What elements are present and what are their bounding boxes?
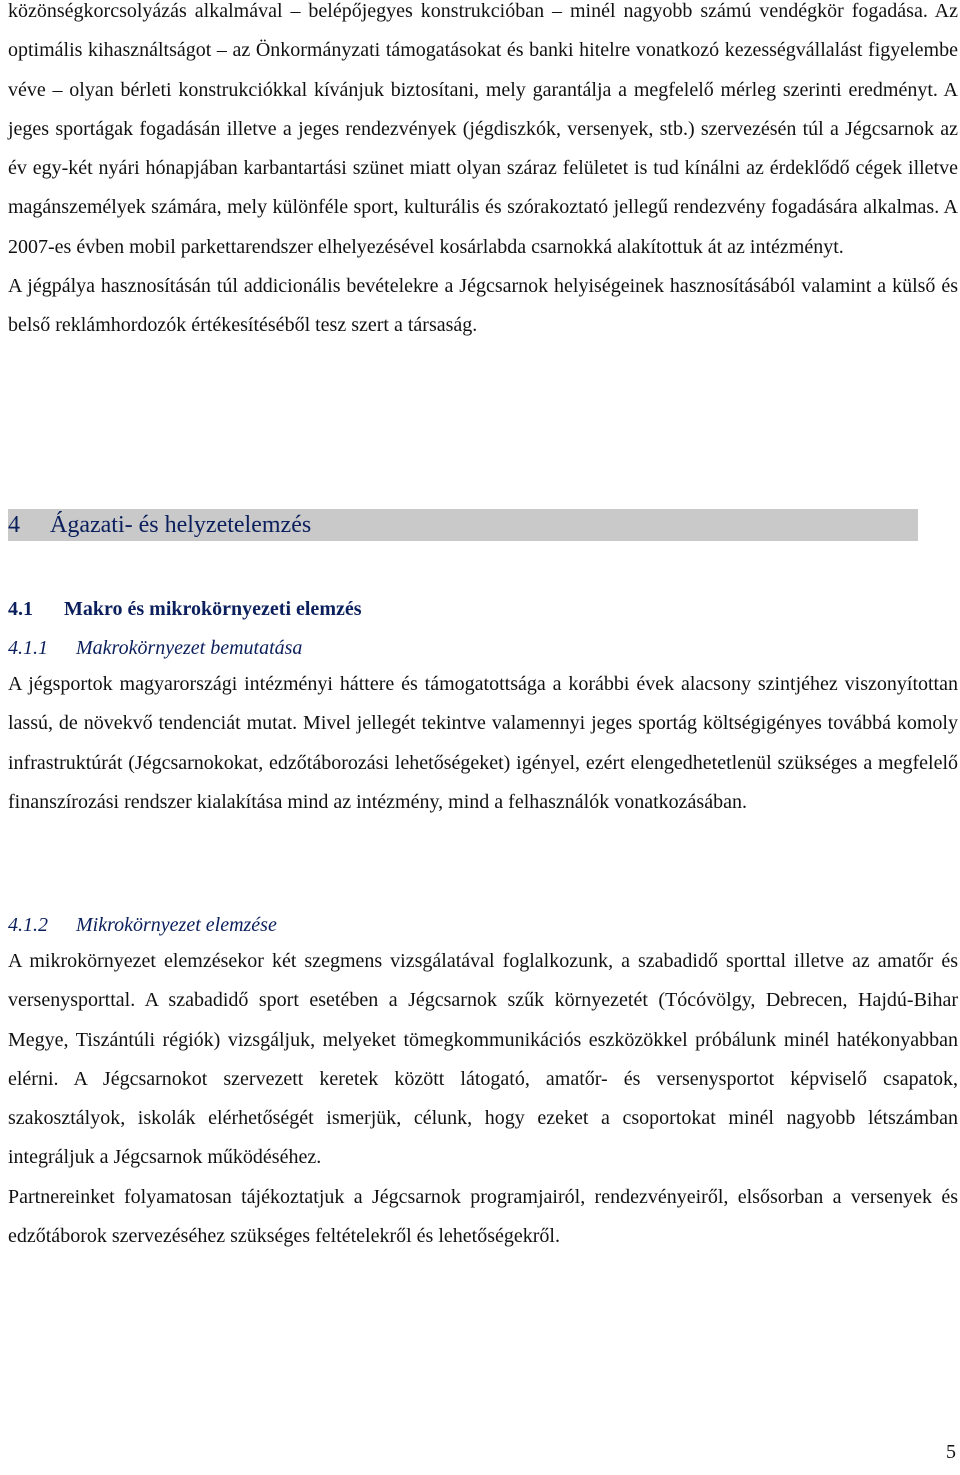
subsubsection-1-title: Makrokörnyezet bemutatása: [76, 637, 303, 659]
subsubsection-2: [8, 912, 958, 1256]
subsection-number: 4.1: [8, 598, 33, 620]
subsubsection-1: [8, 635, 958, 822]
subsubsection-2-heading: [8, 912, 958, 938]
subsubsection-2-paragraph-1: A mikrokörnyezet elemzésekor két szegmens vizsgálatával foglalkozunk, a szabadidő sporttal illetve az amatőr és versenysporttal. A szabadidő sport esetében a Jégcsarnok szűk környezetét (Tócóvölgy, Debrecen, Hajdú-Bihar Megye, Tiszántúli régiók) vizsgáljuk, melyeket tömegkommunikációs eszközökkel próbálunk minél hatékonyabban elérni. A Jégcsarnokot szervezett keretek között látogató, amatőr- és versenysportot képviselő csapatok, szakosztályok, iskolák elérhetőségét ismerjük, célunk, hogy ezeket a csoportokat minél nagyobb létszámban integráljuk a Jégcsarnok működéséhez.: [8, 950, 958, 1169]
subsubsection-2-number: 4.1.2: [8, 914, 48, 936]
page-number: 5: [946, 1441, 956, 1463]
section-heading: [8, 509, 918, 541]
subsection-title: Makro és mikrokörnyezeti elemzés: [64, 598, 362, 620]
subsubsection-1-number: 4.1.1: [8, 637, 48, 659]
subsubsection-1-paragraph: A jégsportok magyarországi intézményi háttere és támogatottsága a korábbi évek alacsony szintjéhez viszonyítottan lassú, de növekvő tendenciát mutat. Mivel jellegét tekintve valamennyi jeges sportág költségigényes továbbá komoly infrastruktúrát (Jégcsarnokokat, edzőtáborozási lehetőségeket) igényel, ezért elengedhetetlenül szükséges a megfelelő finanszírozási rendszer kialakítása mind az intézmény, mind a felhasználók vonatkozásában.: [8, 673, 958, 813]
intro-paragraph-2: A jégpálya hasznosításán túl addicionális bevételekre a Jégcsarnok helyiségeinek hasznosításából valamint a külső és belső reklámhordozók értékesítéséből tesz szert a társaság.: [8, 275, 958, 337]
intro-paragraph-1: közönségkorcsolyázás alkalmával – belépőjegyes konstrukcióban – minél nagyobb számú vendégkör fogadása. Az optimális kihasználtságot – az Önkormányzati támogatásokat és banki hitelre vonatkozó kezességvállalást figyelembe véve – olyan bérleti konstrukciókkal kívánjuk biztosítani, mely garantálja a megfelelő mérleg szerinti eredményt. A jeges sportágak fogadásán illetve a jeges rendezvények (jégdiszkók, versenyek, stb.) szervezésén túl a Jégcsarnok az év egy-két nyári hónapjában karbantartási szünet miatt olyan száraz felületet is tud kínálni az érdeklődő cégek illetve magánszemélyek számára, mely különféle sport, kulturális és szórakoztató jellegű rendezvény fogadására alkalmas. A 2007-es évben mobil parkettarendszer elhelyezésével kosárlabda csarnokká alakítottuk át az intézményt.: [8, 0, 958, 258]
subsubsection-1-heading: [8, 635, 958, 661]
subsection-heading: [8, 596, 362, 622]
subsubsection-2-title: Mikrokörnyezet elemzése: [76, 914, 277, 936]
section-title: Ágazati- és helyzetelemzés: [50, 512, 312, 538]
intro-section: [8, 0, 958, 346]
subsubsection-2-paragraph-2: Partnereinket folyamatosan tájékoztatjuk a Jégcsarnok programjairól, rendezvényeiről, elsősorban a versenyek és edzőtáborok szervezéséhez szükséges feltételekről és lehetőségekről.: [8, 1185, 958, 1248]
section-number: 4: [8, 512, 20, 538]
